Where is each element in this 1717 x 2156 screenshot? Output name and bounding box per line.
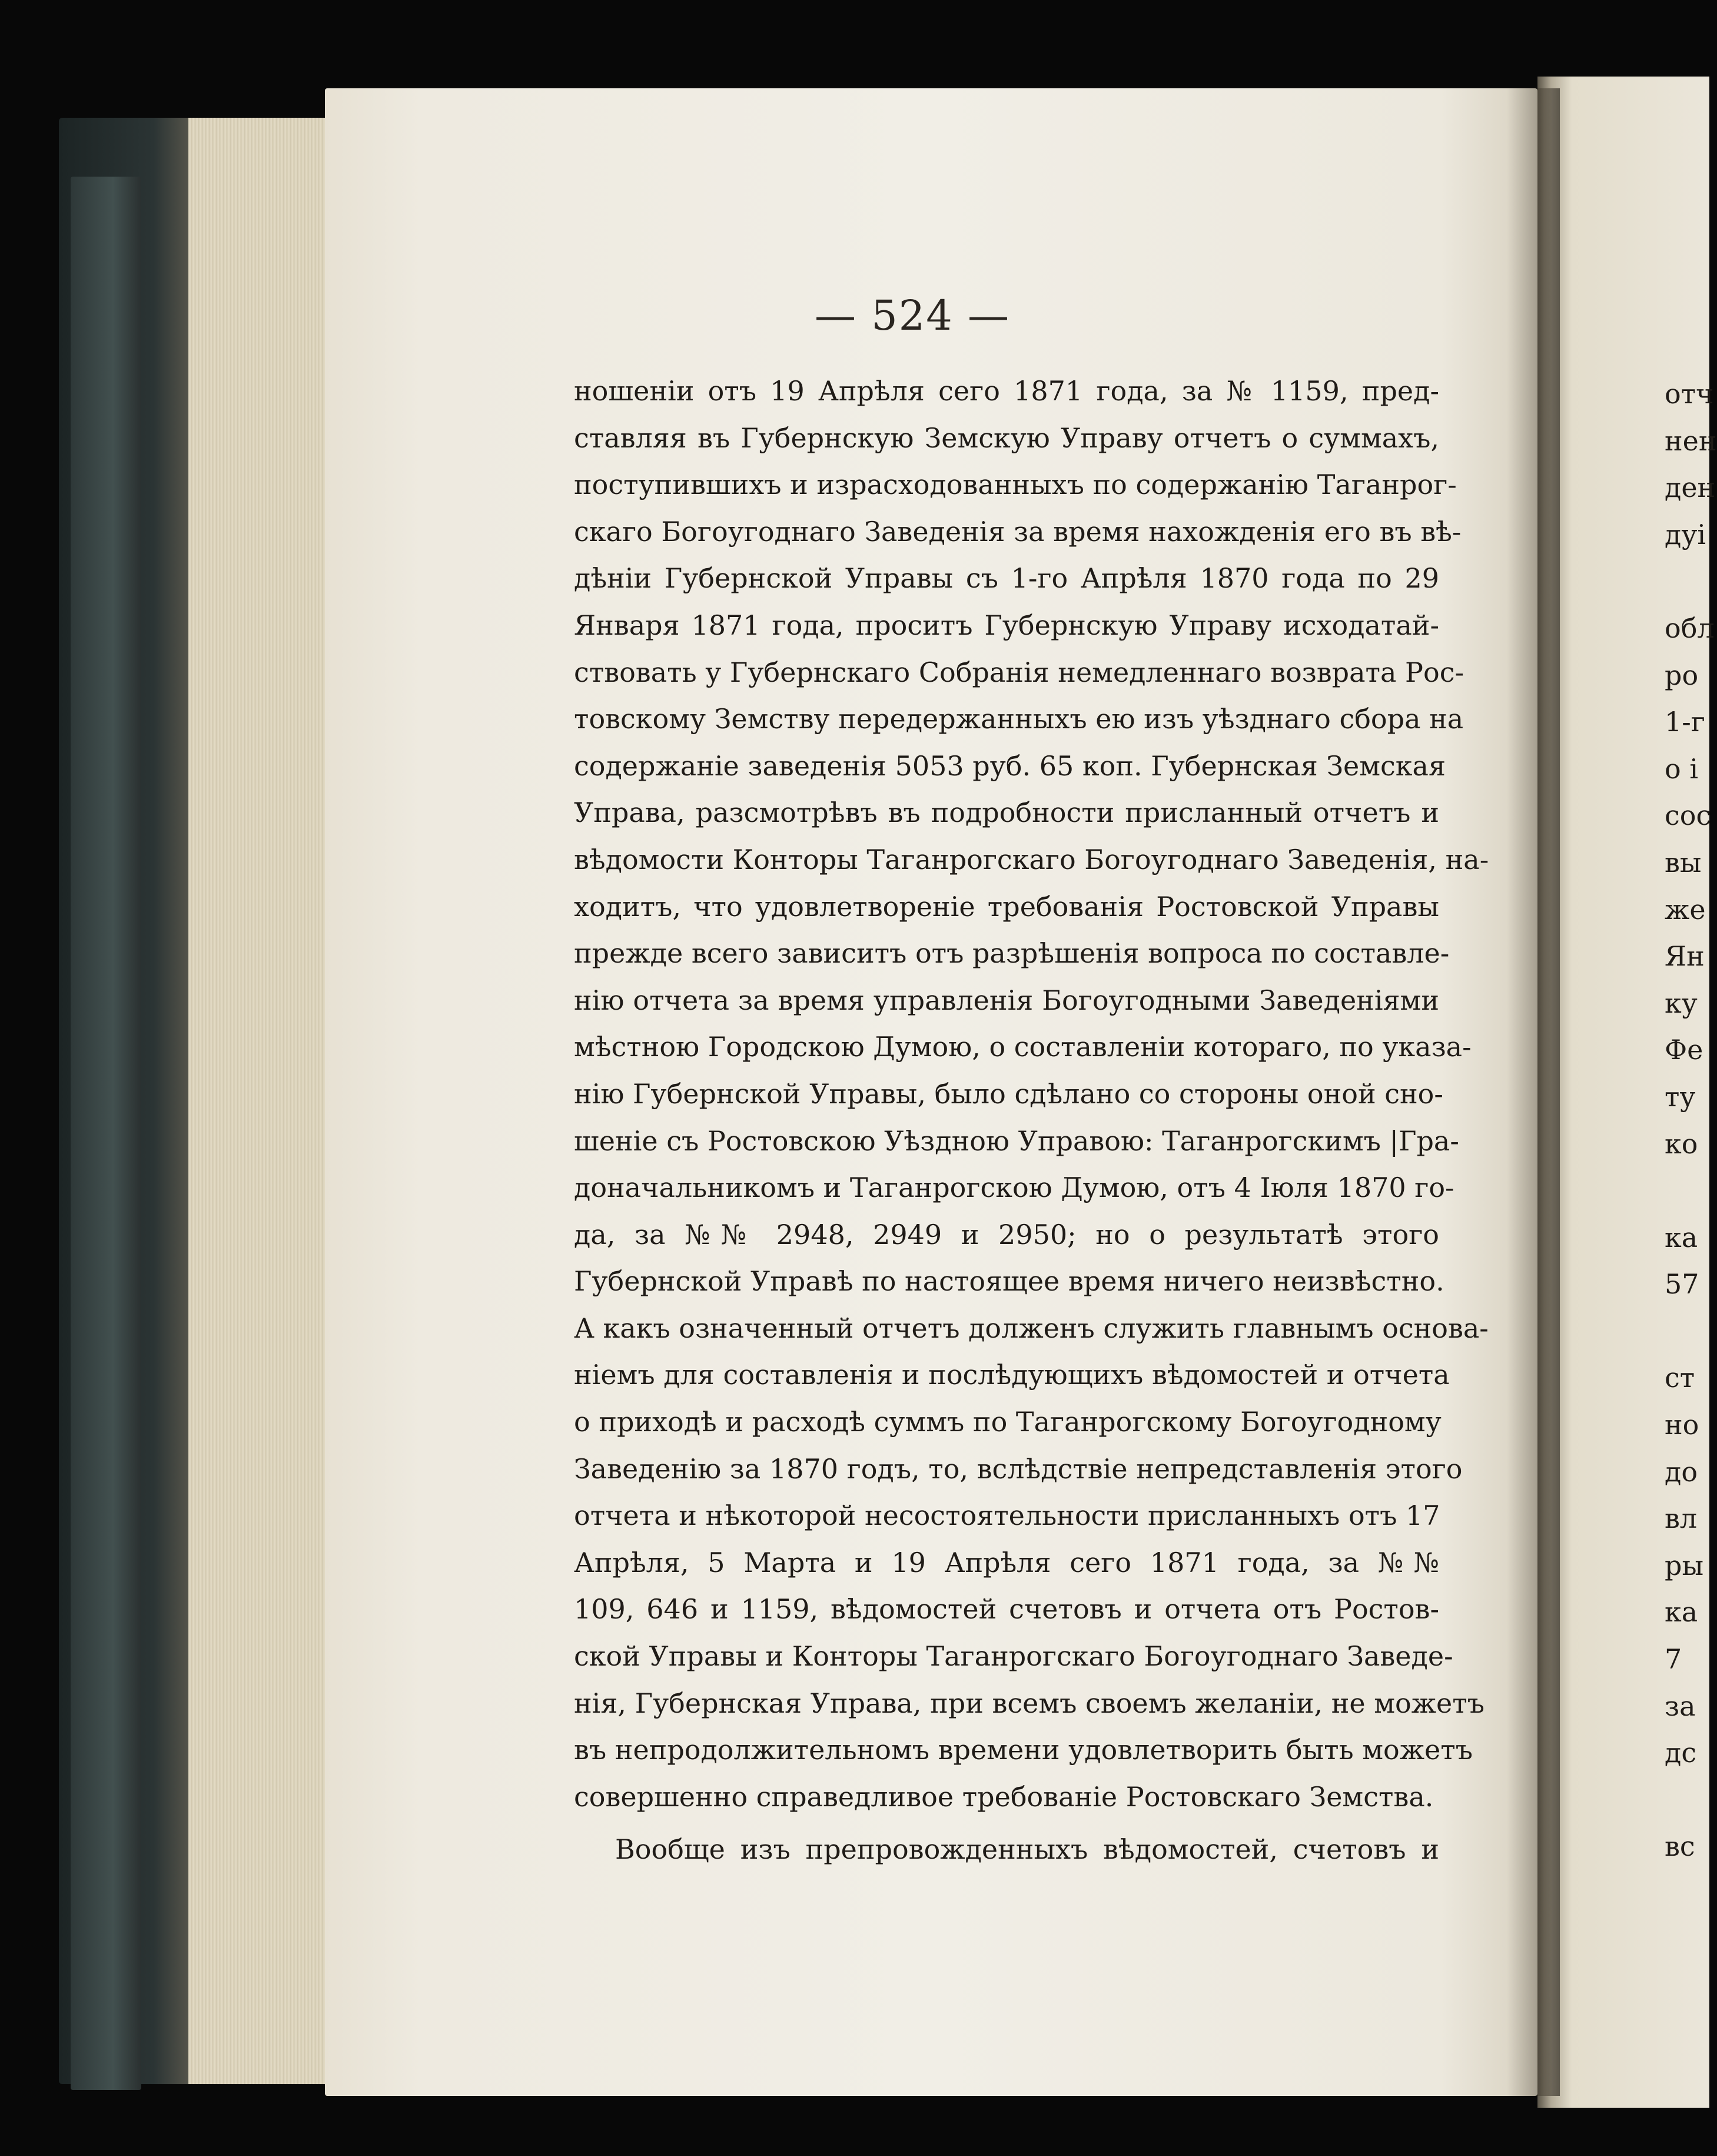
page-text: [574, 368, 1489, 1873]
facing-page-line: вл: [1665, 1502, 1698, 1535]
text-line: ствовать у Губернскаго Собранія немедленнаго возврата Рос-: [574, 656, 1464, 688]
text-line: товскому Земству передержанныхъ ею изъ уѣзднаго сбора на: [574, 703, 1464, 735]
text-line: содержаніе заведенія 5053 руб. 65 коп. Губернская Земская: [574, 749, 1446, 782]
text-line: доначальникомъ и Таганрогскою Думою, отъ 4 Іюля 1870 го-: [574, 1172, 1454, 1204]
facing-page-line: 57: [1665, 1268, 1699, 1301]
facing-page-line: ку: [1665, 987, 1698, 1019]
text-line: Вообще изъ препровожденныхъ вѣдомостей, счетовъ и: [615, 1833, 1439, 1866]
facing-page-line: за: [1665, 1690, 1696, 1722]
text-line: шеніе съ Ростовскою Уѣздною Управою: Таганрогскимъ |Гра-: [574, 1125, 1459, 1157]
facing-page-line: отч: [1665, 378, 1714, 410]
facing-page-line: дуі: [1665, 518, 1706, 550]
text-line: ходитъ, что удовлетвореніе требованія Ростовской Управы: [574, 890, 1439, 923]
facing-page-line: же: [1665, 893, 1706, 926]
text-line: ставляя въ Губернскую Земскую Управу отчетъ о суммахъ,: [574, 422, 1439, 454]
facing-page-line: до: [1665, 1455, 1698, 1488]
text-line: да, за №№ 2948, 2949 и 2950; но о результатѣ этого: [574, 1218, 1439, 1251]
facing-page-line: сос: [1665, 800, 1712, 832]
text-line: нію Губернской Управы, было сдѣлано со стороны оной сно-: [574, 1077, 1443, 1110]
facing-page-line: вс: [1665, 1830, 1695, 1863]
facing-page-gap: [1665, 1777, 1709, 1824]
text-line: вѣдомости Конторы Таганрогскаго Богоугоднаго Заведенія, на-: [574, 843, 1489, 875]
text-line: прежде всего зависитъ отъ разрѣшенія вопроса по составле-: [574, 937, 1450, 970]
facing-page-line: обл: [1665, 612, 1715, 644]
facing-page-line: но: [1665, 1409, 1699, 1441]
text-line: совершенно справедливое требованіе Ростовскаго Земства.: [574, 1780, 1434, 1813]
facing-page-line: Фе: [1665, 1034, 1703, 1066]
facing-page-line: 1-г: [1665, 706, 1705, 738]
text-line: въ непродолжительномъ времени удовлетворить быть можетъ: [574, 1734, 1473, 1766]
text-line: нія, Губернская Управа, при всемъ своемъ желаніи, не можетъ: [574, 1687, 1484, 1719]
text-line: 109, 646 и 1159, вѣдомостей счетовъ и отчета отъ Ростов-: [574, 1593, 1439, 1626]
page-number: — 524 —: [814, 291, 1011, 340]
facing-page-line: вы: [1665, 846, 1702, 878]
facing-page-text: [1665, 371, 1717, 1870]
gutter-shadow: [1507, 88, 1560, 2096]
text-line: А какъ означенный отчетъ долженъ служить главнымъ основа-: [574, 1312, 1489, 1344]
facing-page-line: дс: [1665, 1737, 1697, 1769]
facing-page-line: ка: [1665, 1221, 1698, 1253]
text-line: поступившихъ и израсходованныхъ по содержанію Таганрог-: [574, 469, 1457, 501]
page-stack-edge: [188, 118, 330, 2084]
facing-page-line: 7: [1665, 1643, 1682, 1676]
text-line: Января 1871 года, проситъ Губернскую Управу исходатай-: [574, 609, 1439, 641]
facing-page-line: о і: [1665, 752, 1699, 785]
text-line: нію отчета за время управленія Богоугодными Заведеніями: [574, 984, 1439, 1016]
text-line: Апрѣля, 5 Марта и 19 Апрѣля сего 1871 года, за №№: [574, 1546, 1439, 1578]
text-line: ской Управы и Конторы Таганрогскаго Богоугоднаго Заведе-: [574, 1640, 1453, 1673]
text-line: ношеніи отъ 19 Апрѣля сего 1871 года, за № 1159, пред-: [574, 375, 1439, 407]
book-cover-edge: [71, 177, 141, 2090]
facing-page-line: ры: [1665, 1549, 1704, 1581]
facing-page-line: ту: [1665, 1080, 1696, 1113]
text-line: о приходѣ и расходѣ суммъ по Таганрогскому Богоугодному: [574, 1406, 1442, 1438]
facing-page-gap: [1665, 1308, 1709, 1355]
text-line: Заведенію за 1870 годъ, то, вслѣдствіе непредставленія этого: [574, 1452, 1463, 1485]
facing-page-line: ст: [1665, 1362, 1695, 1394]
text-line: скаго Богоугоднаго Заведенія за время нахожденія его въ вѣ-: [574, 515, 1462, 548]
facing-page-gap: [1665, 558, 1709, 605]
text-line: Губернской Управѣ по настоящее время ничего неизвѣстно.: [574, 1265, 1444, 1298]
text-line: дѣніи Губернской Управы съ 1-го Апрѣля 1870 года по 29: [574, 562, 1439, 595]
book-left-edge: [59, 118, 330, 2084]
facing-page-gap: [1665, 1167, 1709, 1215]
facing-page-line: Ян: [1665, 940, 1705, 973]
facing-page-line: ко: [1665, 1127, 1698, 1160]
text-line: отчета и нѣкоторой несостоятельности присланныхъ отъ 17: [574, 1500, 1440, 1532]
text-line: мѣстною Городскою Думою, о составленіи котораго, по указа-: [574, 1031, 1472, 1063]
text-line: ніемъ для составленія и послѣдующихъ вѣдомостей и отчета: [574, 1359, 1450, 1391]
facing-page-line: ден: [1665, 472, 1716, 504]
paragraph-gap: [574, 1820, 1439, 1826]
text-line: Управа, разсмотрѣвъ въ подробности присланный отчетъ и: [574, 797, 1439, 829]
facing-page-line: нен: [1665, 424, 1717, 457]
facing-page-line: ро: [1665, 659, 1699, 691]
facing-page-line: ка: [1665, 1596, 1698, 1628]
